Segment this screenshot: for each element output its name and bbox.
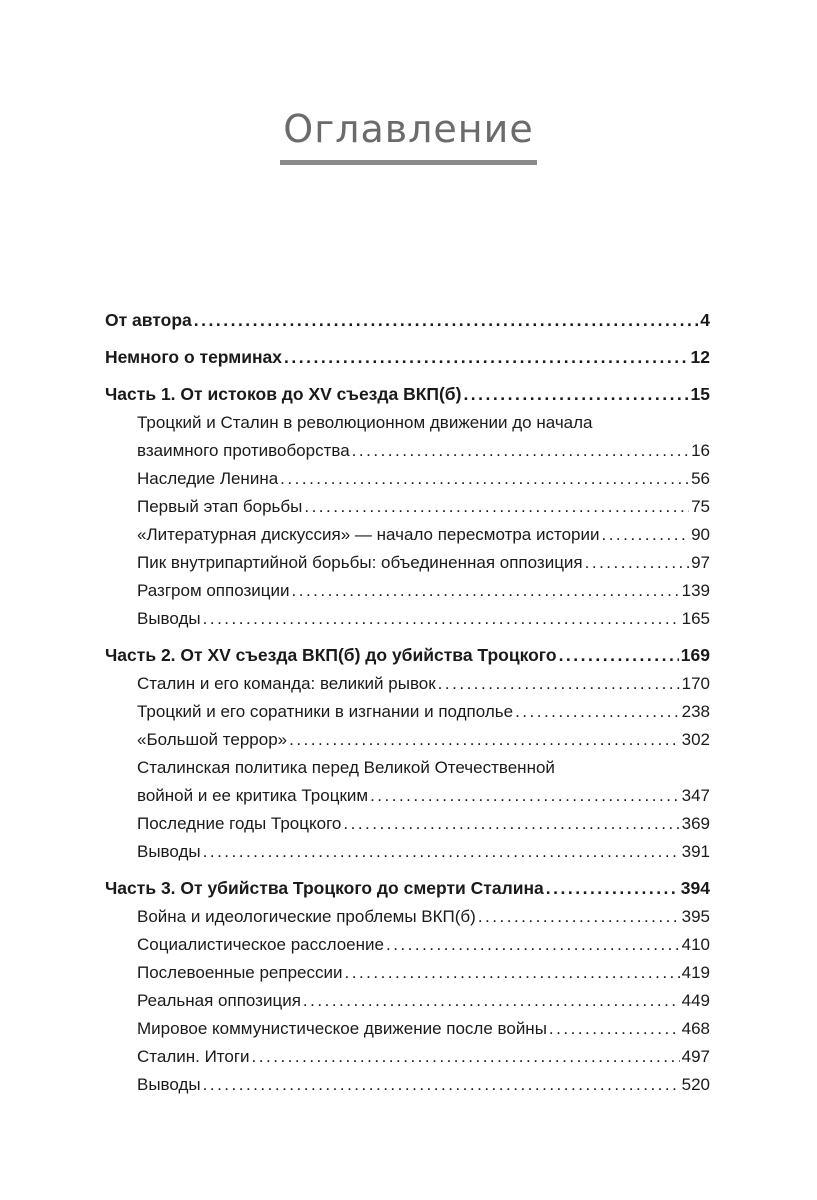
leader-dots (345, 959, 680, 987)
toc-part-page: 15 (690, 384, 710, 404)
toc-chapter-page: 302 (681, 730, 710, 749)
toc-chapter-label: Сталин и его команда: великий рывок (137, 674, 436, 693)
leader-dots (194, 306, 699, 335)
leader-dots (352, 437, 689, 465)
table-of-contents (105, 306, 710, 1107)
toc-chapter-label: войной и ее критика Троцким (137, 786, 369, 805)
toc-chapter[interactable] (105, 493, 710, 521)
toc-chapter[interactable] (105, 810, 710, 838)
toc-chapter[interactable] (105, 754, 710, 810)
toc-chapter-label: Троцкий и его соратники в изгнании и подполье (137, 702, 514, 721)
toc-part-heading[interactable] (105, 380, 710, 409)
leader-dots (438, 670, 680, 698)
toc-chapter-label: Выводы (137, 609, 201, 628)
title-underline (280, 160, 537, 165)
toc-chapter-page: 419 (681, 963, 710, 982)
leader-dots (343, 810, 679, 838)
toc-chapter-label: Разгром оппозиции (137, 581, 290, 600)
toc-chapter[interactable] (105, 903, 710, 931)
toc-chapter-label: Реальная оппозиция (137, 991, 301, 1010)
chapter-list (105, 670, 710, 866)
leader-dots (284, 343, 689, 372)
toc-chapter-page: 170 (681, 674, 710, 693)
toc-chapter[interactable] (105, 465, 710, 493)
leader-dots (203, 838, 680, 866)
toc-chapter[interactable] (105, 549, 710, 577)
leader-dots (280, 465, 689, 493)
toc-chapter-page: 97 (691, 553, 710, 572)
toc-chapter-page: 165 (681, 609, 710, 628)
toc-chapter-page: 410 (681, 935, 710, 954)
chapter-list (105, 409, 710, 633)
toc-chapter-label: Выводы (137, 1075, 201, 1094)
toc-chapter-label-line1: Сталинская политика перед Великой Отечественной (137, 758, 555, 777)
leader-dots (515, 698, 680, 726)
toc-chapter-page: 369 (681, 814, 710, 833)
toc-chapter[interactable] (105, 931, 710, 959)
toc-entry-author (105, 306, 710, 335)
toc-chapter-page: 391 (681, 842, 710, 861)
leader-dots (463, 380, 688, 409)
toc-chapter-label-line1: Троцкий и Сталин в революционном движении до начала (137, 413, 593, 432)
leader-dots (478, 903, 680, 931)
chapter-list (105, 903, 710, 1099)
toc-chapter[interactable] (105, 726, 710, 754)
toc-chapter[interactable] (105, 838, 710, 866)
toc-chapter-label: Мировое коммунистическое движение после войны (137, 1019, 547, 1038)
toc-chapter[interactable] (105, 521, 710, 549)
page-title: Оглавление (283, 107, 534, 151)
leader-dots (386, 931, 680, 959)
toc-chapter-label: «Литературная дискуссия» — начало пересмотра истории (137, 525, 600, 544)
toc-chapter-page: 449 (681, 991, 710, 1010)
toc-chapter-label: Война и идеологические проблемы ВКП(б) (137, 907, 476, 926)
toc-chapter[interactable] (105, 1043, 710, 1071)
toc-chapter[interactable] (105, 959, 710, 987)
toc-chapter-page: 238 (681, 702, 710, 721)
leader-dots (370, 782, 680, 810)
toc-part-heading[interactable] (105, 641, 710, 670)
toc-entry[interactable] (105, 306, 710, 335)
toc-entry-label: От автора (105, 310, 192, 330)
leader-dots (252, 1043, 680, 1071)
toc-part-label: Часть 1. От истоков до XV съезда ВКП(б) (105, 384, 462, 404)
toc-chapter-label: Пик внутрипартийной борьбы: объединенная оппозиция (137, 553, 583, 572)
toc-part-page: 394 (680, 878, 710, 898)
toc-part-3 (105, 874, 710, 1099)
toc-part-label: Часть 3. От убийства Троцкого до смерти Сталина (105, 878, 544, 898)
leader-dots (549, 1015, 680, 1043)
toc-chapter[interactable] (105, 409, 710, 465)
toc-chapter[interactable] (105, 698, 710, 726)
leader-dots (203, 1071, 680, 1099)
toc-chapter-label: Сталин. Итоги (137, 1047, 250, 1066)
toc-chapter-label: Наследие Ленина (137, 469, 279, 488)
toc-chapter[interactable] (105, 1071, 710, 1099)
toc-chapter-label: Первый этап борьбы (137, 497, 303, 516)
toc-chapter-page: 395 (681, 907, 710, 926)
toc-chapter-page: 56 (691, 469, 710, 488)
toc-chapter-page: 90 (691, 525, 710, 544)
toc-chapter-label: Послевоенные репрессии (137, 963, 343, 982)
leader-dots (304, 493, 689, 521)
leader-dots (559, 641, 679, 670)
toc-entry-page: 12 (690, 347, 710, 367)
toc-chapter[interactable] (105, 670, 710, 698)
toc-chapter-label: взаимного противоборства (137, 441, 350, 460)
toc-chapter-label: Выводы (137, 842, 201, 861)
toc-entry-label: Немного о терминах (105, 347, 283, 367)
toc-chapter-page: 347 (681, 786, 710, 805)
toc-chapter[interactable] (105, 987, 710, 1015)
toc-part-1 (105, 380, 710, 633)
toc-chapter-page: 75 (691, 497, 710, 516)
leader-dots (303, 987, 680, 1015)
toc-chapter-page: 139 (681, 581, 710, 600)
toc-part-page: 169 (680, 645, 710, 665)
toc-chapter-page: 468 (681, 1019, 710, 1038)
toc-chapter[interactable] (105, 577, 710, 605)
toc-chapter-label: Социалистическое расслоение (137, 935, 384, 954)
toc-part-2 (105, 641, 710, 866)
toc-entry-terms (105, 343, 710, 372)
toc-chapter-page: 16 (691, 441, 710, 460)
toc-chapter-page: 520 (681, 1075, 710, 1094)
toc-entry[interactable] (105, 343, 710, 372)
leader-dots (289, 726, 680, 754)
toc-chapter-page: 497 (681, 1047, 710, 1066)
leader-dots (292, 577, 680, 605)
toc-part-heading[interactable] (105, 874, 710, 903)
toc-chapter-label: «Большой террор» (137, 730, 288, 749)
leader-dots (546, 874, 679, 903)
toc-part-label: Часть 2. От XV съезда ВКП(б) до убийства Троцкого (105, 645, 557, 665)
toc-chapter[interactable] (105, 605, 710, 633)
toc-entry-page: 4 (700, 310, 710, 330)
toc-chapter[interactable] (105, 1015, 710, 1043)
leader-dots (203, 605, 680, 633)
leader-dots (601, 521, 689, 549)
toc-chapter-label: Последние годы Троцкого (137, 814, 342, 833)
leader-dots (585, 549, 689, 577)
